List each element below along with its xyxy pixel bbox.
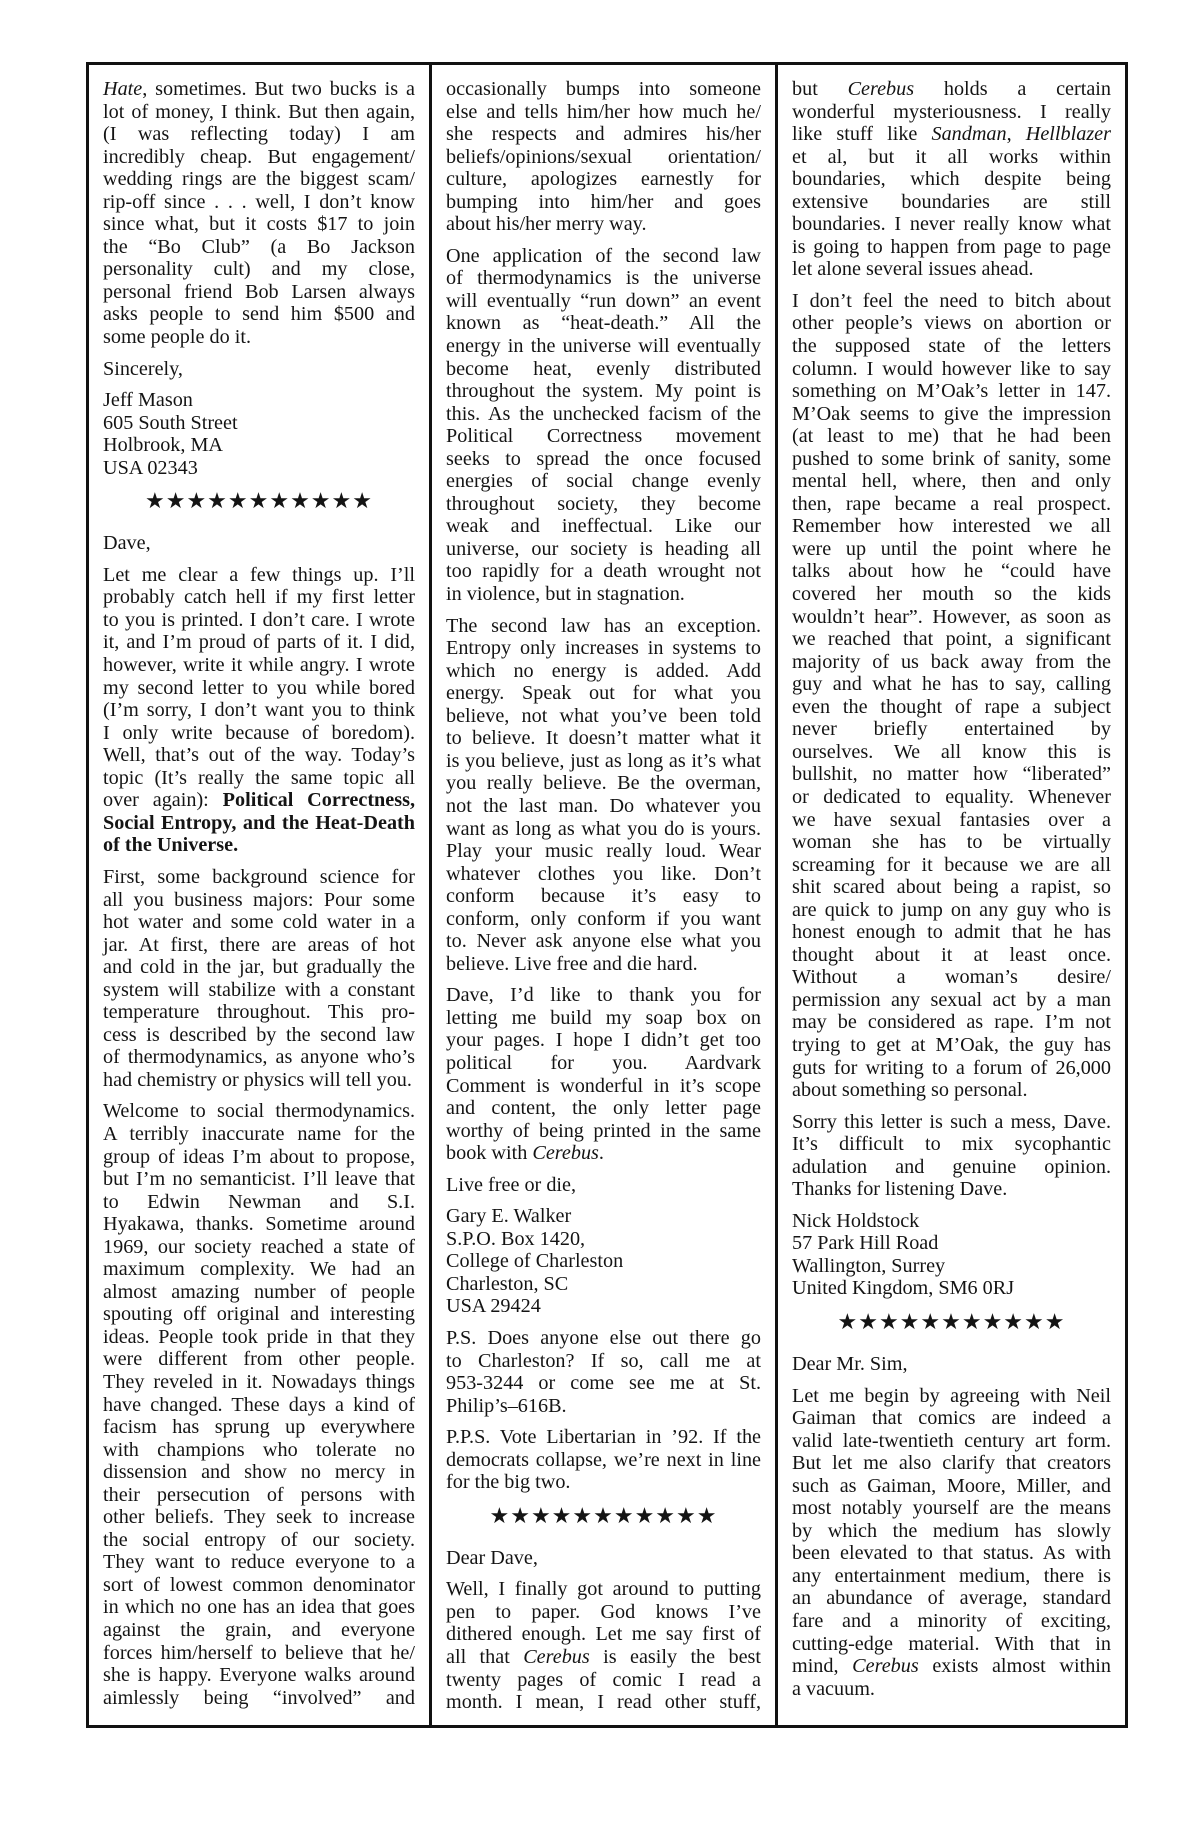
text-line: Well, I finally got around to putting [446,1578,761,1601]
text-line: dithered enough. Let me say first of [446,1623,761,1646]
text-line: to you is printed. I don’t care. I wrote [103,608,415,631]
text-line: then, rape became a real prospect. [792,492,1111,515]
text-line: wonderful mysteriousness. I really [792,100,1111,123]
text-line: USA 29424 [446,1295,541,1318]
text-line: Hyakawa, thanks. Sometime around [103,1213,415,1236]
text-line: facism has sprung up everywhere [103,1416,415,1439]
text-line: ideas. People took pride in that they [103,1325,415,1348]
text-line: by which the medium has slowly [792,1519,1111,1542]
text-line: personality cult) and my close, [103,258,415,281]
text-line: personal friend Bob Larsen always [103,280,415,303]
text-line: is going to happen from page to page [792,235,1111,258]
text-line: valid late-twentieth century art form. [792,1429,1111,1452]
text-line: seeks to spread the once focused [446,447,761,470]
text-line: et al, but it all works within [792,145,1111,168]
text-line: Jeff Mason [103,389,193,412]
text-line: are quick to jump on any guy who is [792,898,1111,921]
text-line: the supposed state of the letters [792,335,1111,358]
text-line: M’Oak seems to give the impression [792,402,1111,425]
text-line: One application of the second law [446,244,761,267]
text-line: other beliefs. They seek to increase [103,1506,415,1529]
text-line: is you believe, just as long as it’s what [446,749,761,772]
text-line: Dear Dave, [446,1546,538,1569]
text-line: conform, only conform if you want [446,907,761,930]
text-line: all that Cerebus is easily the best [446,1646,762,1668]
text-line: bumping into him/her and goes [446,190,761,213]
text-line: like stuff like Sandman, Hellblazer [792,123,1111,146]
text-line: They reveled in it. Nowadays things [103,1370,415,1393]
text-line: lot of money, I think. But then again, [103,100,415,123]
paragraph [446,1426,761,1494]
text-line: almost amazing number of people [103,1280,415,1303]
text-line: aimlessly being “involved” and [103,1686,415,1709]
text-line: we reached that point, a significant [792,628,1111,651]
text-line: P.S. Does anyone else out there go [446,1326,761,1349]
text-line: over again): Political Correctness, [103,789,415,812]
text-line: the social entropy of our society. [103,1528,415,1551]
text-line: Sincerely, [103,357,183,380]
paragraph [792,1111,1111,1201]
text-line: hot water and some cold water in a [103,911,415,934]
text-line: extensive boundaries are still [792,190,1111,213]
paragraph [103,532,415,555]
text-line: political for you. Aardvark [446,1051,761,1074]
text-line: asks people to send him $500 and [103,303,415,326]
text-line: known as “heat-death.” All the [446,312,761,335]
text-line: however, write it while angry. I wrote [103,654,415,677]
text-line: were up until the point where he [792,537,1111,560]
text-line: weak and ineffectual. Like our [446,515,761,538]
text-line: something on M’Oak’s letter in 147. [792,380,1111,403]
text-line: believe, not what you’ve been told [446,704,761,727]
text-line: or dedicated to equality. Whenever [792,785,1111,808]
text-line: energies of social change evenly [446,470,761,493]
text-line: book with Cerebus. [446,1142,604,1165]
text-line: the “Bo Club” (a Bo Jackson [103,235,415,258]
text-line: about something so personal. [792,1079,1028,1102]
text-line: (I’m sorry, I don’t want you to think [103,699,415,722]
text-line: Remember how interested we all [792,515,1111,538]
text-line: may be considered as rape. I’m not [792,1011,1111,1034]
text-line: Dear Mr. Sim, [792,1352,908,1375]
text-line: with champions who tolerate no [103,1438,415,1461]
text-line: 953-3244 or come see me at St. [446,1372,761,1395]
paragraph [792,1353,1111,1376]
text-line: to Edwin Newman and S.I. [103,1190,415,1213]
text-line: and content, the only letter page [446,1097,761,1120]
text-line: Thanks for listening Dave. [792,1178,1008,1201]
text-line: mind, Cerebus exists almost within [792,1655,1111,1678]
paragraph [103,78,415,349]
text-line: talks about how he “could have [792,560,1111,583]
text-line: They want to reduce everyone to a [103,1551,415,1574]
text-line: some people do it. [103,326,252,349]
text-line: about his/her merry way. [446,213,647,236]
text-line: energy in the universe will eventually [446,335,761,358]
text-line: Let me clear a few things up. I’ll [103,563,415,586]
text-line: in which no one has an idea that goes [103,1596,415,1619]
paragraph [446,1327,761,1417]
text-line: bullshit, no matter how “liberated” [792,763,1111,786]
text-line: their persecution of persons with [103,1483,415,1506]
text-line: not the last man. Do whatever you [446,794,761,817]
paragraph [792,1385,1111,1701]
text-line: topic (It’s really the same topic all [103,766,415,789]
text-line: jar. At first, there are areas of hot [103,933,415,956]
text-line: 605 South Street [103,411,238,434]
text-line: throughout the system. My point is [446,380,761,403]
text-line: will eventually “run down” an event [446,289,761,312]
text-line: maximum complexity. We had an [103,1258,415,1281]
text-line: occasionally bumps into someone [446,78,761,100]
text-line: incredibly cheap. But engagement/ [103,145,415,168]
text-line: First, some background science for [103,865,415,888]
text-line: covered her mouth so the kids [792,583,1111,606]
text-line: guy and what he has to say, calling [792,673,1111,696]
text-line: such as Gaiman, Moore, Miller, and [792,1474,1111,1497]
text-line: most notably yourself are the means [792,1497,1111,1520]
text-line: my second letter to you while bored [103,676,415,699]
text-line: United Kingdom, SM6 0RJ [792,1277,1015,1300]
text-line: thought about it at least once. [792,943,1111,966]
text-line: I only write because of boredom). [103,721,415,744]
text-line: forces him/herself to believe that he/ [103,1641,415,1664]
signature-address [792,1210,1111,1300]
text-line: Well, that’s out of the way. Today’s [103,744,415,767]
text-line: you really believe. Be the overman, [446,772,761,795]
text-line: letting me build my soap box on [446,1006,761,1029]
paragraph [446,984,761,1164]
text-line: probably catch hell if my first letter [103,586,415,609]
paragraph [446,615,761,976]
paragraph [792,290,1111,1102]
text-line: but Cerebus holds a certain [792,78,1112,100]
text-line: Without a woman’s desire/ [792,966,1111,989]
text-line: your pages. I hope I didn’t get too [446,1029,761,1052]
text-line: other people’s views on abortion or [792,312,1111,335]
text-line: and cold in the jar, but gradually the [103,956,415,979]
text-line: column. I would however like to say [792,357,1111,380]
text-line: it, and I’m proud of parts of it. I did, [103,631,415,654]
text-line: woman she has to be virtually [792,831,1111,854]
text-line: spouting off original and interesting [103,1303,415,1326]
text-line: this. As the unchecked facism of the [446,402,761,425]
paragraph [103,358,415,381]
text-line: cutting-edge material. With that in [792,1632,1111,1655]
text-line: had chemistry or physics will tell you. [103,1068,412,1091]
text-line: whatever clothes you like. Don’t [446,862,761,885]
text-line: in violence, but in stagnation. [446,583,685,606]
text-line: Political Correctness movement [446,425,761,448]
text-line: system will stabilize with a constant [103,978,415,1001]
paragraph [792,78,1111,281]
text-line: for the big two. [446,1471,571,1494]
text-line: we have sexual fantasies over a [792,808,1111,831]
text-line: believe. Live free and die hard. [446,952,698,975]
text-line: to believe. It doesn’t matter what it [446,727,761,750]
text-line: month. I mean, I read other stuff, [446,1691,761,1714]
text-line: Let me begin by agreeing with Neil [792,1384,1111,1407]
text-line: pen to paper. God knows I’ve [446,1600,761,1623]
text-line: let alone several issues ahead. [792,258,1034,281]
text-line: rip-off since . . . well, I don’t know [103,190,415,213]
text-line: honest enough to admit that he has [792,921,1111,944]
text-line: Dave, [103,532,151,555]
text-line: Social Entropy, and the Heat-Death [103,811,415,834]
text-line: cess is described by the second law [103,1023,415,1046]
column-3 [778,65,1125,1725]
text-line: conform because it’s easy to [446,885,761,908]
text-line: boundaries, which despite being [792,168,1111,191]
text-line: of thermodynamics is the universe [446,267,761,290]
text-line: of thermodynamics, as anyone who’s [103,1046,415,1069]
text-line: Comment is wonderful in it’s scope [446,1074,761,1097]
text-line: (I was reflecting today) I am [103,123,415,146]
text-line: wouldn’t hear”. However, as soon as [792,605,1111,628]
text-line: Play your music really loud. Wear [446,840,761,863]
text-line: Gary E. Walker [446,1205,572,1228]
paragraph [446,1578,761,1713]
text-line: dissension and show no mercy in [103,1461,415,1484]
text-line: energy. Speak out for what you [446,682,761,705]
text-line: boundaries. I never really know what [792,213,1111,236]
letters-page [86,62,1128,1728]
text-line: twenty pages of comic I read a [446,1668,761,1691]
text-line: a vacuum. [792,1677,875,1700]
text-line: never briefly entertained by [792,718,1111,741]
text-line: all you business majors: Pour some [103,888,415,911]
text-line: majority of us back away from the [792,650,1111,673]
text-line: wedding rings are the biggest scam/ [103,168,415,191]
text-line: Hate, sometimes. But two bucks is a [103,78,415,100]
text-line: Sorry this letter is such a mess, Dave. [792,1110,1111,1133]
text-line: but I’m no semanticist. I’ll leave that [103,1168,415,1191]
paragraph [103,564,415,857]
text-line: guts for writing to a forum of 26,000 [792,1056,1111,1079]
text-line: which no energy is added. Add [446,659,761,682]
text-line: Charleston, SC [446,1272,569,1295]
text-line: I don’t feel the need to bitch about [792,289,1111,312]
column-1 [89,65,432,1725]
star-separator: ★★★★★★★★★★★ [145,488,373,514]
text-line: P.P.S. Vote Libertarian in ’92. If the [446,1426,761,1449]
text-line: of the Universe. [103,834,239,857]
text-line: trying to get at M’Oak, the guy has [792,1033,1111,1056]
text-line: S.P.O. Box 1420, [446,1227,586,1250]
text-line: even the thought of rape a subject [792,695,1111,718]
text-line: temperature throughout. This pro- [103,1001,415,1024]
text-line: throughout society, they become [446,492,761,515]
text-line: since what, but it costs $17 to join [103,213,415,236]
paragraph [103,866,415,1091]
signature-address [103,389,415,479]
text-line: worthy of being printed in the same [446,1119,761,1142]
text-line: any entertainment medium, there is [792,1564,1111,1587]
text-line: A terribly inaccurate name for the [103,1122,415,1145]
text-line: else and tells him/her how much he/ [446,100,761,123]
text-line: universe, our society is heading all [446,537,761,560]
text-line: Welcome to social thermodynamics. [103,1100,415,1123]
paragraph [446,78,761,236]
text-line: shit scared about being a rapist, so [792,876,1111,899]
text-line: adulation and genuine opinion. [792,1155,1111,1178]
text-line: But let me also clarify that creators [792,1452,1111,1475]
paragraph [103,1100,415,1709]
text-line: 1969, our society reached a state of [103,1235,415,1258]
text-line: sort of lowest common denominator [103,1573,415,1596]
text-line: Holbrook, MA [103,434,224,457]
text-line: pushed to some brink of sanity, some [792,447,1111,470]
text-line: Entropy only increases in systems to [446,637,761,660]
text-line: Nick Holdstock [792,1209,920,1232]
text-line: to Charleston? If so, call me at [446,1349,761,1372]
star-separator: ★★★★★★★★★★★ [489,1502,718,1528]
text-line: 57 Park Hill Road [792,1232,939,1255]
text-line: permission any sexual act by a man [792,988,1111,1011]
text-line: have changed. These days a kind of [103,1393,415,1416]
text-line: screaming for it because we are all [792,853,1111,876]
star-separator: ★★★★★★★★★★★ [837,1308,1066,1334]
paragraph [446,1174,761,1197]
text-line: become heat, evenly distributed [446,357,761,380]
text-line: It’s difficult to mix sycophantic [792,1133,1111,1156]
text-line: beliefs/opinions/sexual orientation/ [446,145,761,168]
text-line: culture, apologizes earnestly for [446,168,761,191]
text-line: Live free or die, [446,1173,577,1196]
text-line: want as long as what you do is yours. [446,817,761,840]
text-line: Philip’s–616B. [446,1394,567,1417]
text-line: she is happy. Everyone walks around [103,1664,415,1687]
text-line: too rapidly for a death wrought not [446,560,761,583]
text-line: against the grain, and everyone [103,1619,415,1641]
text-line: (at least to me) that he had been [792,425,1111,448]
column-2 [432,65,778,1725]
text-line: were different from other people. [103,1348,415,1371]
text-line: Gaiman that comics are indeed a [792,1407,1111,1430]
text-line: ourselves. We all know this is [792,740,1111,763]
text-line: fare and a minority of exciting, [792,1610,1111,1632]
text-line: democrats collapse, we’re next in line [446,1448,761,1471]
text-line: The second law has an exception. [446,614,761,637]
text-line: mental hell, where, then and only [792,470,1111,493]
signature-address [446,1205,761,1318]
paragraph [446,1547,761,1570]
text-line: she respects and admires his/her [446,123,761,146]
text-line: an abundance of average, standard [792,1587,1111,1610]
text-line: been elevated to that status. As with [792,1542,1111,1565]
text-line: College of Charleston [446,1250,624,1273]
text-line: to. Never ask anyone else what you [446,930,761,953]
text-line: Dave, I’d like to thank you for [446,984,761,1007]
paragraph [446,245,761,606]
text-line: USA 02343 [103,456,198,479]
text-line: group of ideas I’m about to propose, [103,1145,415,1168]
text-line: Wallington, Surrey [792,1254,946,1277]
